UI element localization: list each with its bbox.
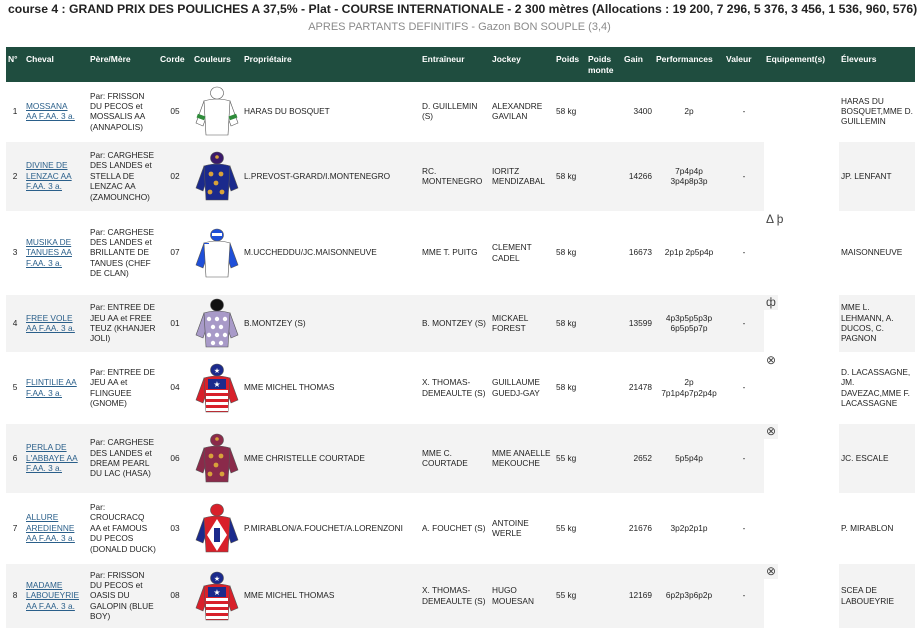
horse-name: FLINTILIE AA: [26, 377, 77, 388]
horse-link[interactable]: [26, 313, 75, 333]
red-white-blue-diamond-silk: [195, 502, 239, 554]
owner-cell: MME MICHEL THOMAS: [242, 352, 420, 423]
value-cell: -: [724, 423, 764, 493]
horse-details: AA F.AA. 3 a.: [26, 323, 75, 333]
owner-cell: P.MIRABLON/A.FOUCHET/A.LORENZONI: [242, 493, 420, 563]
white-green-armbands-silk: [195, 85, 239, 137]
horse-name: MUSIKA DE TANUES AA: [26, 236, 72, 258]
subtitle-separator: -: [468, 21, 479, 33]
owner-cell: M.UCCHEDDU/JC.MAISONNEUVE: [242, 211, 420, 294]
silk-cell: [192, 82, 242, 141]
row-num-cell: 1: [6, 82, 24, 141]
earnings-cell: 3400: [622, 82, 654, 141]
weight-cell: 58 kg: [554, 82, 586, 141]
row-num-cell: 4: [6, 294, 24, 352]
value-cell: -: [724, 352, 764, 423]
col-trainer: Entraîneur: [420, 47, 490, 82]
breeders-cell: D. LACASSAGNE, JM. DAVEZAC,MME F. LACASSAGNE: [839, 352, 915, 423]
weight-cell: 58 kg: [554, 352, 586, 423]
weight-ridden-cell: [586, 352, 622, 423]
parents-cell: Par: CARGHESE DES LANDES et BRILLANTE DE TANUES (CHEF DE CLAN): [88, 211, 158, 294]
table-row: [6, 211, 915, 294]
equipment-cell: ф: [766, 294, 776, 309]
horse-cell: [24, 352, 88, 423]
parents-cell: Par: CARGHESE DES LANDES et DREAM PEARL DU LAC (HASA): [88, 423, 158, 493]
horse-details: AA F.AA. 3 a.: [26, 533, 75, 544]
corde-cell: 01: [158, 294, 192, 352]
weight-ridden-cell: [586, 82, 622, 141]
earnings-cell: 2652: [622, 423, 654, 493]
value-cell: -: [724, 294, 764, 352]
silk-cell: [192, 211, 242, 294]
weight-ridden-cell: [586, 493, 622, 563]
parents-cell: Par: ENTREE DE JEU AA et FREE TEUZ (KHANJER JOLI): [88, 294, 158, 352]
weight-cell: 58 kg: [554, 141, 586, 211]
horse-cell: [24, 294, 88, 352]
weight-cell: 55 kg: [554, 563, 586, 628]
performances-cell: 4p3p5p5p3p 6p5p5p7p: [654, 294, 724, 352]
silk-cell: [192, 141, 242, 211]
jockey-cell: HUGO MOUESAN: [490, 563, 554, 628]
col-weight-ridden: Poids monte: [586, 47, 622, 82]
silk-cell: [192, 423, 242, 493]
horse-details: AA F.AA. 3 a.: [26, 600, 75, 611]
horse-name: PERLA DE L'ABBAYE AA: [26, 442, 78, 463]
performances-cell: 2p: [654, 82, 724, 141]
corde-cell: 07: [158, 211, 192, 294]
weight-ridden-cell: [586, 211, 622, 294]
weight-cell: 58 kg: [554, 294, 586, 352]
trainer-cell: X. THOMAS-DEMEAULTE (S): [420, 352, 490, 423]
earnings-cell: 12169: [622, 563, 654, 628]
breeders-cell: HARAS DU BOSQUET,MME D. GUILLEMIN: [839, 82, 915, 141]
row-num-cell: 6: [6, 423, 24, 493]
owner-cell: L.PREVOST-GRARD/I.MONTENEGRO: [242, 141, 420, 211]
performances-cell: 2p 7p1p4p7p2p4p: [654, 352, 724, 423]
col-earnings: Gain: [622, 47, 654, 82]
svg-text:★: ★: [213, 367, 221, 375]
table-row: [6, 294, 915, 352]
earnings-cell: 13599: [622, 294, 654, 352]
weight-cell: 55 kg: [554, 423, 586, 493]
corde-cell: 04: [158, 352, 192, 423]
owner-cell: B.MONTZEY (S): [242, 294, 420, 352]
svg-text:★: ★: [213, 379, 221, 389]
parents-cell: Par: CARGHESE DES LANDES et STELLA DE LENZAC AA (ZAMOUNCHO): [88, 141, 158, 211]
parents-cell: Par: CROUCRACQ AA et FAMOUS DU PECOS (DONALD DUCK): [88, 493, 158, 563]
lilac-white-stars-silk: [195, 297, 239, 349]
horse-name: ALLURE AREDIENNE: [26, 512, 75, 533]
col-breeders: Éleveurs: [839, 47, 915, 82]
table-row: [6, 563, 915, 628]
horse-link[interactable]: [26, 160, 72, 191]
breeders-cell: MAISONNEUVE: [839, 211, 915, 294]
table-row: [6, 352, 915, 423]
horse-details: F.AA. 3 a.: [26, 257, 62, 268]
jockey-cell: GUILLAUME GUEDJ-GAY: [490, 352, 554, 423]
subtitle-status: APRES PARTANTS DEFINITIFS: [308, 21, 469, 33]
earnings-cell: 14266: [622, 141, 654, 211]
silk-cell: [192, 493, 242, 563]
trainer-cell: MME T. PUITG: [420, 211, 490, 294]
corde-cell: 06: [158, 423, 192, 493]
table-header-row: [6, 47, 915, 82]
corde-cell: 02: [158, 141, 192, 211]
breeders-cell: MME L. LEHMANN, A. DUCOS, C. PAGNON: [839, 294, 915, 352]
equipment-cell: Δ þ: [766, 211, 784, 226]
weight-ridden-cell: [586, 423, 622, 493]
col-value: Valeur: [724, 47, 764, 82]
value-cell: -: [724, 563, 764, 628]
horse-details: F.AA. 3 a.: [26, 387, 62, 398]
trainer-cell: A. FOUCHET (S): [420, 493, 490, 563]
performances-cell: 2p1p 2p5p4p: [654, 211, 724, 294]
equipment-cell: ⊗: [766, 563, 777, 578]
horse-name: DIVINE DE LENZAC AA: [26, 160, 72, 181]
maroon-gold-stars-silk: [195, 432, 239, 484]
jockey-cell: IORITZ MENDIZABAL: [490, 141, 554, 211]
performances-cell: 6p2p3p6p2p: [654, 563, 724, 628]
table-row: [6, 141, 915, 211]
weight-ridden-cell: [586, 563, 622, 628]
equipment-cell: ⊗: [766, 423, 777, 438]
jockey-cell: ANTOINE WERLE: [490, 493, 554, 563]
navy-gold-stars-silk: [195, 150, 239, 202]
horse-link[interactable]: [26, 377, 77, 397]
silk-cell: [192, 563, 242, 628]
row-num-cell: 7: [6, 493, 24, 563]
row-num-cell: 8: [6, 563, 24, 628]
silk-cell: [192, 352, 242, 423]
horse-cell: [24, 493, 88, 563]
col-corde: Corde: [158, 47, 192, 82]
horse-details: F.AA. 3 a.: [26, 181, 62, 192]
earnings-cell: 21478: [622, 352, 654, 423]
earnings-cell: 21676: [622, 493, 654, 563]
row-num-cell: 5: [6, 352, 24, 423]
trainer-cell: X. THOMAS-DEMEAULTE (S): [420, 563, 490, 628]
svg-text:★: ★: [213, 575, 221, 583]
col-colors: Couleurs: [192, 47, 242, 82]
horse-cell: [24, 82, 88, 141]
jockey-cell: MICKAEL FOREST: [490, 294, 554, 352]
breeders-cell: SCEA DE LABOUEYRIE: [839, 563, 915, 628]
weight-cell: 55 kg: [554, 493, 586, 563]
col-num: N°: [6, 47, 24, 82]
stars-and-stripes-silk: [195, 570, 239, 622]
trainer-cell: B. MONTZEY (S): [420, 294, 490, 352]
horse-link[interactable]: [26, 101, 75, 121]
breeders-cell: P. MIRABLON: [839, 493, 915, 563]
horse-name: MADAME LABOUEYRIE: [26, 579, 80, 601]
horse-link[interactable]: [26, 580, 79, 611]
horse-cell: [24, 211, 88, 294]
white-blue-sleeves-silk: [195, 227, 239, 279]
horse-cell: [24, 141, 88, 211]
performances-cell: 3p2p2p1p: [654, 493, 724, 563]
horse-link[interactable]: [26, 237, 72, 268]
breeders-cell: JC. ESCALE: [839, 423, 915, 493]
silk-cell: [192, 294, 242, 352]
weight-cell: 58 kg: [554, 211, 586, 294]
horse-cell: [24, 563, 88, 628]
owner-cell: MME MICHEL THOMAS: [242, 563, 420, 628]
col-weight: Poids: [554, 47, 586, 82]
jockey-cell: MME ANAELLE MEKOUCHE: [490, 423, 554, 493]
trainer-cell: RC. MONTENEGRO: [420, 141, 490, 211]
performances-cell: 7p4p4p 3p4p8p3p: [654, 141, 724, 211]
corde-cell: 05: [158, 82, 192, 141]
row-num-cell: 2: [6, 141, 24, 211]
horse-cell: [24, 423, 88, 493]
horse-link[interactable]: [26, 512, 75, 543]
svg-text:★: ★: [213, 587, 221, 597]
value-cell: -: [724, 82, 764, 141]
horse-name: FREE VOLE: [26, 312, 73, 323]
runners-table: [6, 47, 915, 629]
corde-cell: 03: [158, 493, 192, 563]
weight-ridden-cell: [586, 294, 622, 352]
table-row: [6, 82, 915, 141]
corde-cell: 08: [158, 563, 192, 628]
parents-cell: Par: FRISSON DU PECOS et MOSSALIS AA (ANNAPOLIS): [88, 82, 158, 141]
col-jockey: Jockey: [490, 47, 554, 82]
value-cell: -: [724, 493, 764, 563]
trainer-cell: MME C. COURTADE: [420, 423, 490, 493]
subtitle-going: Gazon BON SOUPLE (3,4): [478, 21, 611, 33]
col-equipment: Equipement(s): [764, 47, 839, 82]
equipment-cell: ⊗: [766, 352, 777, 367]
col-owner: Propriétaire: [242, 47, 420, 82]
horse-link[interactable]: [26, 442, 78, 473]
parents-cell: Par: ENTREE DE JEU AA et FLINGUEE (GNOME): [88, 352, 158, 423]
race-title: course 4 : GRAND PRIX DES POULICHES A 37,5% - Plat - COURSE INTERNATIONALE - 2 300 mètres (Allocations : 19 200, 7 296, 5 376, 3 456, 1 536, 960, 576): [8, 2, 918, 16]
row-num-cell: 3: [6, 211, 24, 294]
trainer-cell: D. GUILLEMIN (S): [420, 82, 490, 141]
value-cell: -: [724, 141, 764, 211]
performances-cell: 5p5p4p: [654, 423, 724, 493]
owner-cell: MME CHRISTELLE COURTADE: [242, 423, 420, 493]
table-row: [6, 423, 915, 493]
table-row: [6, 493, 915, 563]
race-subtitle: [0, 21, 919, 33]
horse-details: F.AA. 3 a.: [26, 463, 62, 474]
stars-and-stripes-silk: [195, 362, 239, 414]
weight-ridden-cell: [586, 141, 622, 211]
jockey-cell: ALEXANDRE GAVILAN: [490, 82, 554, 141]
owner-cell: HARAS DU BOSQUET: [242, 82, 420, 141]
horse-details: AA F.AA. 3 a.: [26, 111, 75, 122]
jockey-cell: CLEMENT CADEL: [490, 211, 554, 294]
col-performances: Performances: [654, 47, 724, 82]
col-horse: Cheval: [24, 47, 88, 82]
horse-name: MOSSANA: [26, 100, 68, 111]
col-parents: Père/Mère: [88, 47, 158, 82]
value-cell: -: [724, 211, 764, 294]
parents-cell: Par: FRISSON DU PECOS et OASIS DU GALOPIN (BLUE BOY): [88, 563, 158, 628]
breeders-cell: JP. LENFANT: [839, 141, 915, 211]
earnings-cell: 16673: [622, 211, 654, 294]
